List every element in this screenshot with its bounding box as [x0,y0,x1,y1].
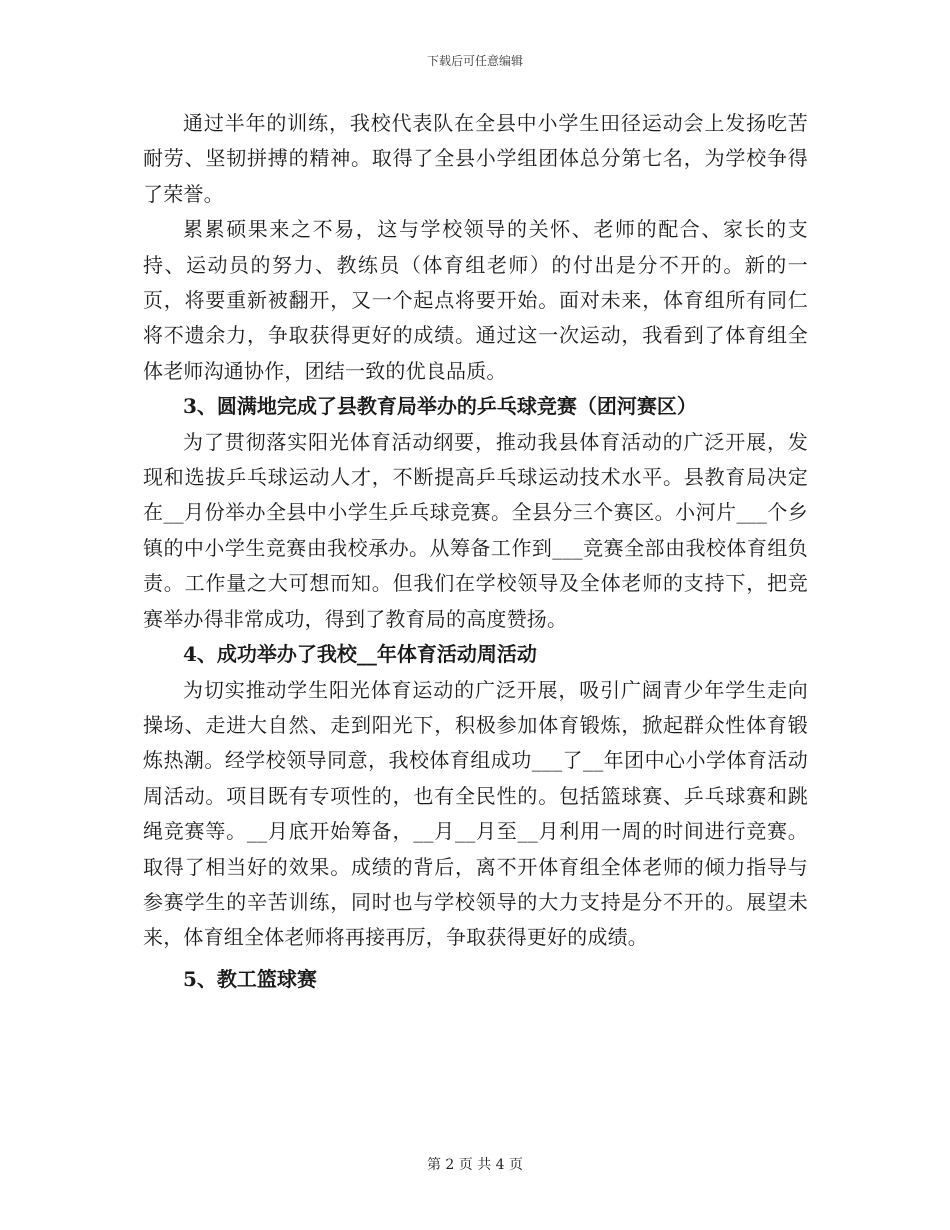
paragraph-training-results: 通过半年的训练，我校代表队在全县中小学生田径运动会上发扬吃苦耐劳、坚韧拼搏的精神。取得了全县小学组团体总分第七名，为学校争得了荣誉。 [143,111,808,206]
page-header: 下载后可任意编辑 [426,54,523,68]
page-number: 第 2 页 共 4 页 [426,1157,524,1173]
paragraph-table-tennis: 为了贯彻落实阳光体育活动纲要，推动我县体育活动的广泛开展，发现和选拔乒乓球运动人才，不断提高乒乓球运动技术水平。县教育局决定在__月份举办全县中小学生乒乓球竞赛。全县分三个赛区。小河片___个乡镇的中小学生竞赛由我校承办。从筹备工作到___竞赛全部由我校体育组负责。工作量之大可想而知。但我们在学校领导及全体老师的支持下，把竞赛举办得非常成功，得到了教育局的高度赞扬。 [143,429,808,631]
section-heading-basketball: 5、教工篮球赛 [183,966,317,991]
paragraph-sports-week: 为切实推动学生阳光体育运动的广泛开展，吸引广阔青少年学生走向操场、走进大自然、走到阳光下，积极参加体育锻炼，掀起群众性体育锻炼热潮。经学校领导同意，我校体育组成功___了__年团中心小学体育活动周活动。项目既有专项性的，也有全民性的。包括篮球赛、乒乓球赛和跳绳竞赛等。__月底开始筹备，__月__月至__月利用一周的时间进行竞赛。取得了相当好的效果。成绩的背后，离不开体育组全体老师的倾力指导与参赛学生的辛苦训练，同时也与学校领导的大力支持是分不开的。展望未来，体育组全体老师将再接再厉，争取获得更好的成绩。 [143,677,808,950]
document-body [143,106,808,997]
section-heading-table-tennis: 3、圆满地完成了县教育局举办的乒乓球竞赛（团河赛区） [183,394,697,419]
paragraph-achievements: 累累硕果来之不易，这与学校领导的关怀、老师的配合、家长的支持、运动员的努力、教练员（体育组老师）的付出是分不开的。新的一页，将要重新被翻开，又一个起点将要开始。面对未来，体育组所有同仁将不遗余力，争取获得更好的成绩。通过这一次运动，我看到了体育组全体老师沟通协作，团结一致的优良品质。 [143,217,808,383]
section-heading-sports-week: 4、成功举办了我校__年体育活动周活动 [183,642,537,667]
